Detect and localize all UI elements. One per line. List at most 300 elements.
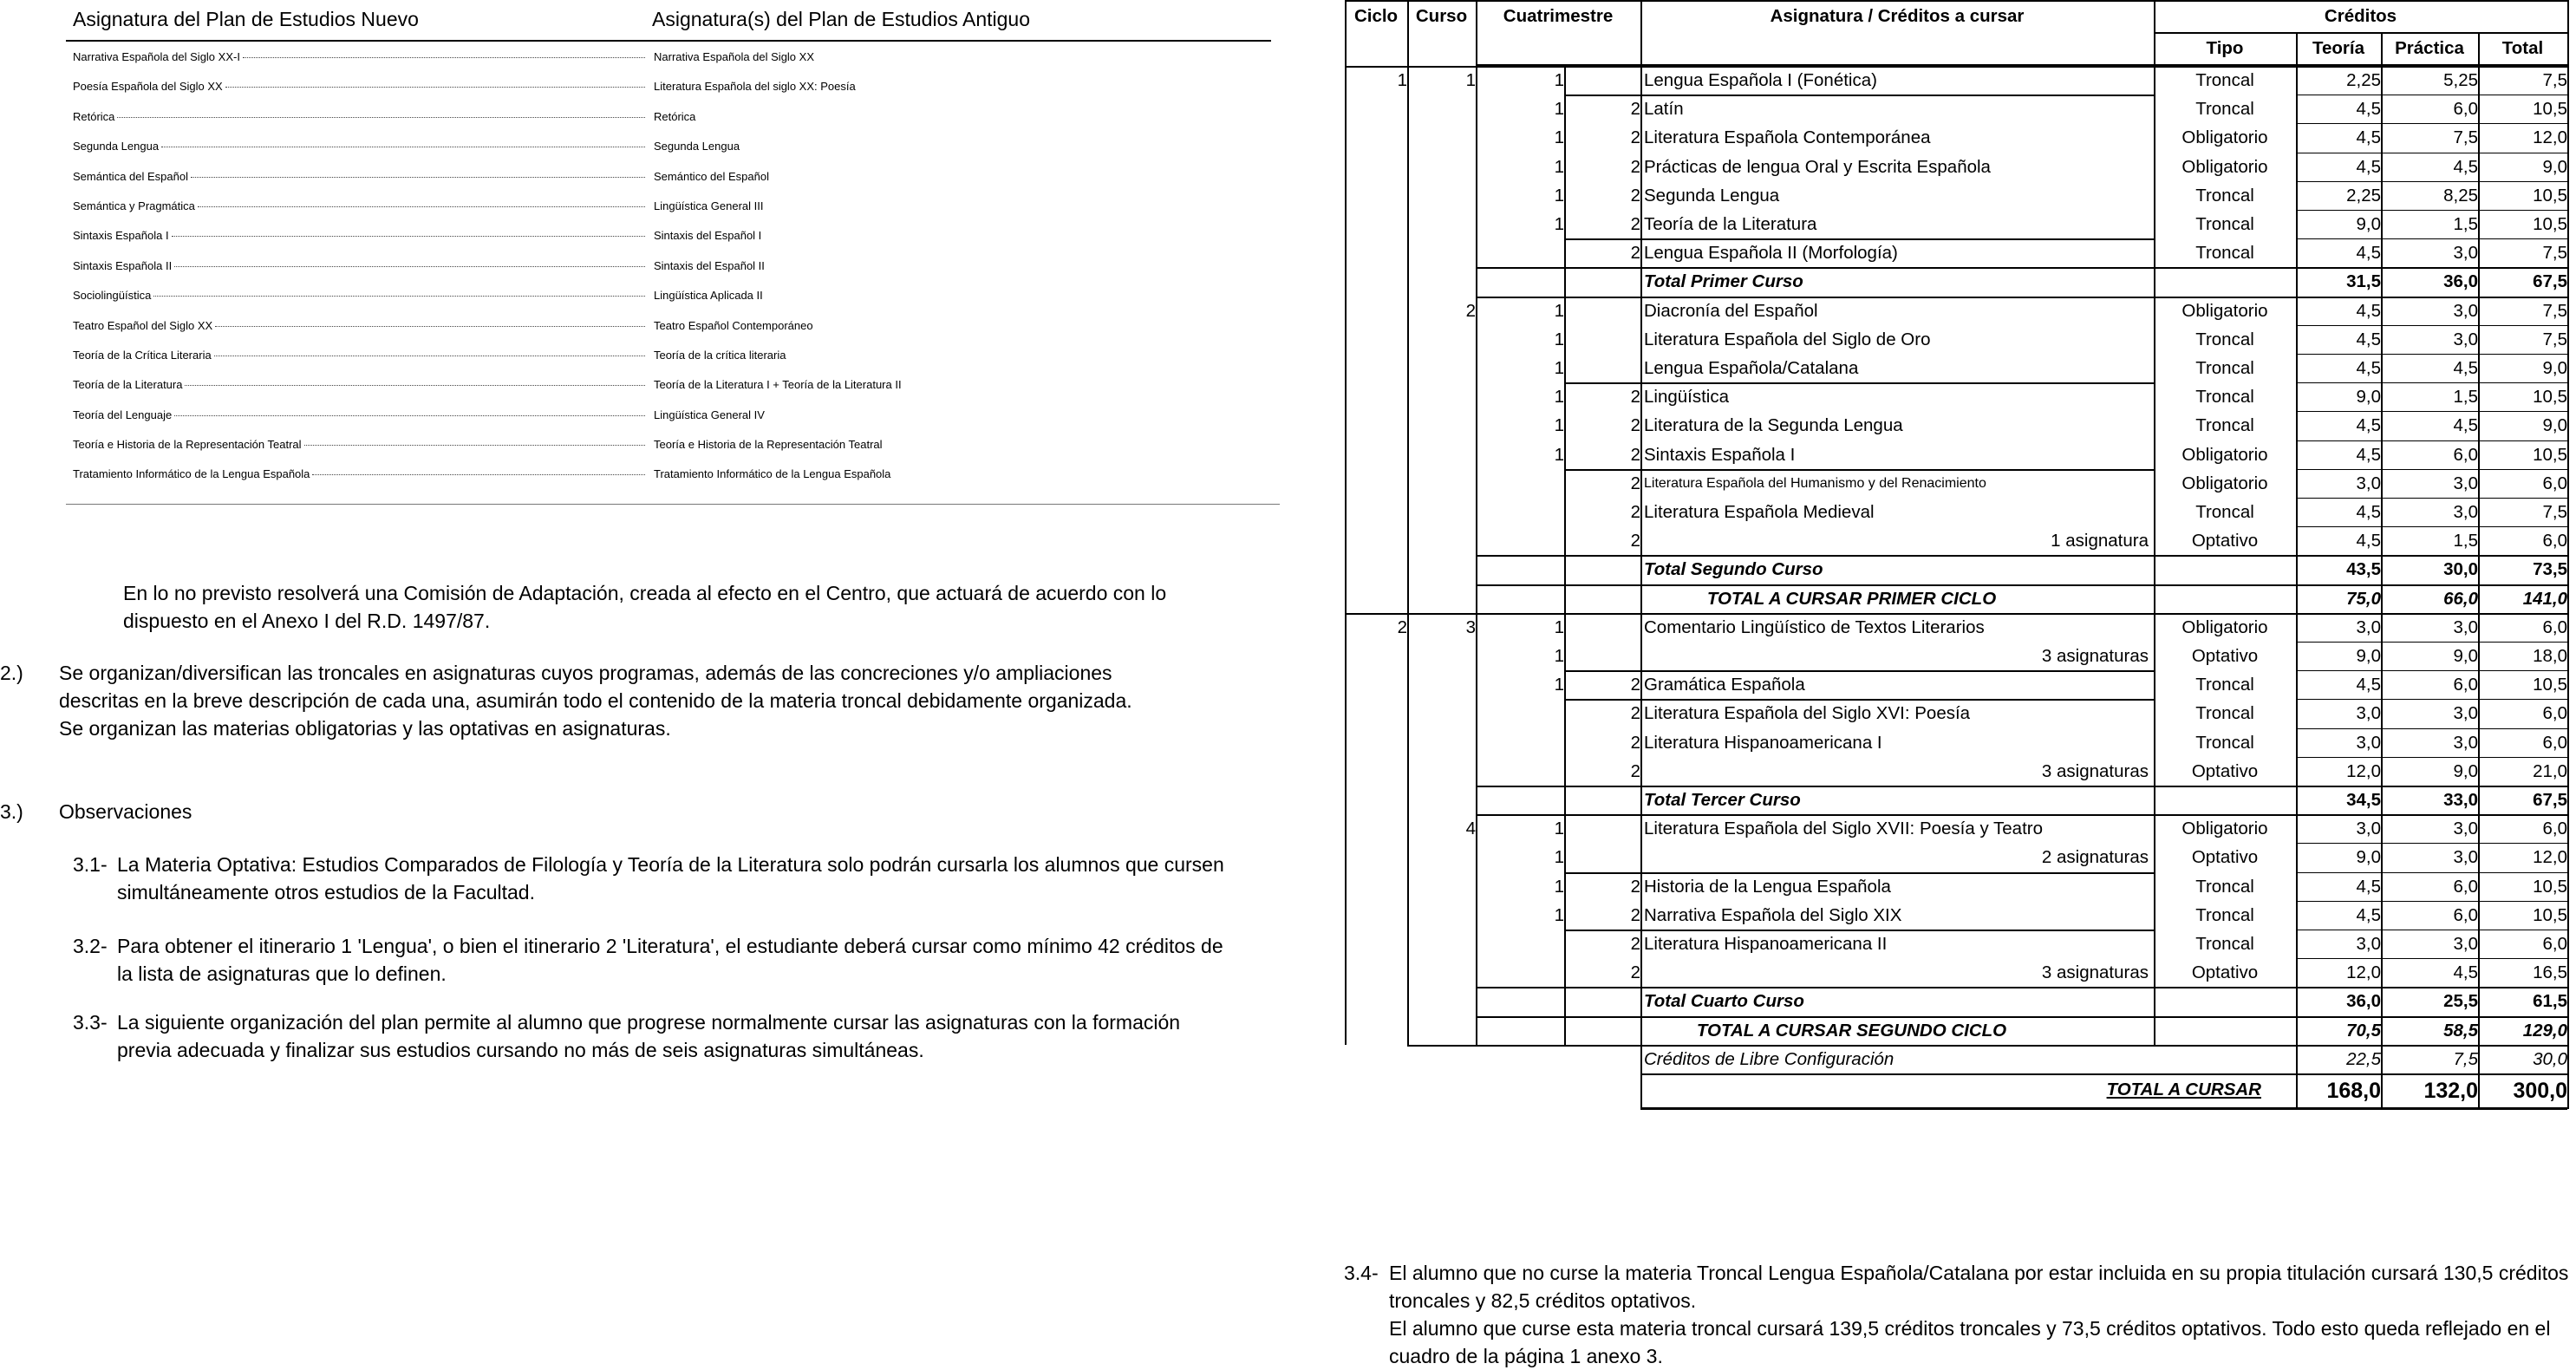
credits-teoria: 4,5 — [2356, 358, 2381, 378]
new-subject — [73, 229, 645, 242]
credits-total: 7,5 — [2542, 300, 2567, 321]
subject-tipo: Troncal — [2195, 703, 2254, 724]
subject-tipo: Optativo — [2191, 962, 2259, 983]
credits-total: 10,5 — [2533, 214, 2567, 234]
new-subject-name: Sociolingüística — [73, 289, 152, 303]
subtotal-teoria: 36,0 — [2346, 991, 2381, 1012]
cuatrimestre-1: 1 — [1554, 876, 1564, 897]
credits-teoria: 4,5 — [2356, 329, 2381, 349]
obs-3-1-text: La Materia Optativa: Estudios Comparados de Filología y Teoría de la Literatura solo podrán cursarla los alumnos que cursen simultáneamente otros estudios de la Facultad. — [117, 853, 1224, 904]
subject-tipo: Troncal — [2195, 876, 2254, 897]
cuatrimestre-2: 2 — [1630, 904, 1640, 925]
equivalence-row — [66, 459, 1271, 488]
subject-tipo: Optativo — [2191, 646, 2259, 666]
grand-total-label: TOTAL A CURSAR — [2106, 1080, 2261, 1099]
credits-teoria: 3,0 — [2356, 819, 2381, 839]
equivalence-row — [66, 161, 1271, 191]
subtotal-rule — [1476, 267, 2567, 269]
credits-total: 9,0 — [2542, 415, 2567, 436]
subject-tipo: Troncal — [2195, 214, 2254, 234]
new-subject — [73, 199, 645, 212]
credits-total: 10,5 — [2533, 185, 2567, 206]
old-subject-name: Teoría e Historia de la Representación Teatral — [654, 438, 883, 452]
obs-3-4-number: 3.4- — [1344, 1262, 1379, 1284]
credits-practica: 1,5 — [2453, 214, 2478, 234]
subject-name: Comentario Lingüístico de Textos Literarios — [1644, 616, 1985, 637]
new-subject-name: Teoría de la Crítica Literaria — [73, 348, 212, 362]
credits-total: 10,5 — [2533, 387, 2567, 408]
subject-name: Sintaxis Española I — [1644, 444, 1796, 465]
subtotal-teoria: 34,5 — [2346, 790, 2381, 810]
curso-number: 1 — [1465, 70, 1476, 90]
credits-teoria: 4,5 — [2356, 415, 2381, 436]
cycle-rule — [1345, 613, 2567, 615]
subject-name: 3 asignaturas — [2041, 646, 2149, 666]
col-rule — [1476, 0, 1477, 1045]
cuatrimestre-1: 1 — [1554, 675, 1564, 695]
subject-name: Literatura Española del Humanismo y del Renacimiento — [1644, 475, 1986, 491]
equivalence-row — [66, 131, 1271, 160]
old-subject-name: Lingüística Aplicada II — [654, 289, 763, 303]
group-rule — [1564, 699, 2154, 701]
credits-practica: 7,5 — [2453, 127, 2478, 148]
old-subject-name: Literatura Española del siglo XX: Poesía — [654, 80, 856, 94]
subject-tipo: Optativo — [2191, 847, 2259, 868]
cuatrimestre-1: 1 — [1554, 214, 1564, 234]
table-rule — [2154, 32, 2567, 34]
header-total: Total — [2501, 38, 2544, 58]
subtotal-rule — [1476, 555, 2567, 557]
credits-practica: 3,0 — [2453, 243, 2478, 264]
dot-leader — [191, 177, 645, 178]
subject-name: Literatura Hispanoamericana II — [1644, 934, 1888, 954]
cuatrimestre-2: 2 — [1630, 156, 1640, 177]
equivalence-table — [66, 0, 1271, 489]
new-subject-name: Segunda Lengua — [73, 140, 160, 153]
old-subject-name: Semántico del Español — [654, 169, 769, 183]
equivalence-row — [66, 71, 1271, 101]
subtotal-practica: 25,5 — [2443, 991, 2478, 1012]
subject-name: Lengua Española/Catalana — [1644, 358, 1859, 378]
item-2-number: 2.) — [0, 662, 23, 684]
new-subject — [73, 289, 645, 302]
subject-tipo: Obligatorio — [2181, 616, 2268, 637]
cuatrimestre-2: 2 — [1630, 243, 1640, 264]
subject-name: Diacronía del Español — [1644, 300, 1818, 321]
header-new-plan: Asignatura del Plan de Estudios Nuevo — [73, 8, 419, 30]
obs-3-3-text: La siguiente organización del plan permite al alumno que progrese normalmente cursar las asignaturas con la formación previa adecuada y finalizar sus estudios cursando no más de seis asignaturas simultáneas. — [117, 1011, 1181, 1061]
subject-tipo: Troncal — [2195, 415, 2254, 436]
credits-teoria: 9,0 — [2356, 847, 2381, 868]
curso-number: 2 — [1465, 300, 1476, 321]
ciclo-number: 1 — [1397, 70, 1407, 90]
subtotal-practica: 30,0 — [2443, 559, 2478, 580]
cuatrimestre-2: 2 — [1630, 127, 1640, 148]
subject-name: 3 asignaturas — [2041, 760, 2149, 781]
equivalence-row — [66, 340, 1271, 369]
equivalence-row — [66, 280, 1271, 310]
subject-name: Lengua Española II (Morfología) — [1644, 243, 1898, 264]
subject-tipo: Troncal — [2195, 934, 2254, 954]
item-3-title: Observaciones — [59, 800, 192, 823]
dot-leader — [304, 445, 645, 446]
subject-tipo: Obligatorio — [2181, 819, 2268, 839]
credits-total: 12,0 — [2533, 847, 2567, 868]
credits-practica: 3,0 — [2453, 732, 2478, 753]
old-subject-name: Narrativa Española del Siglo XX — [654, 50, 814, 63]
group-rule — [1564, 872, 2154, 874]
col-rule — [2296, 32, 2298, 1109]
col-rule — [1407, 0, 1409, 1045]
adaptation-paragraph: En lo no previsto resolverá una Comisión de Adaptación, creada al efecto en el Centro, que actuará de acuerdo con lo dispuesto en el Anexo I del R.D. 1497/87. — [123, 582, 1167, 632]
credits-teoria: 3,0 — [2356, 703, 2381, 724]
credits-practica: 6,0 — [2453, 904, 2478, 925]
subtotal-teoria: 43,5 — [2346, 559, 2381, 580]
cuatrimestre-1: 1 — [1554, 99, 1564, 120]
credits-total: 6,0 — [2542, 616, 2567, 637]
new-subject — [73, 319, 645, 332]
credits-practica: 3,0 — [2453, 819, 2478, 839]
credits-total: 9,0 — [2542, 358, 2567, 378]
table-rule — [1345, 0, 2567, 2]
dot-leader — [312, 474, 645, 475]
dot-leader — [185, 385, 645, 386]
new-subject-name: Retórica — [73, 109, 115, 123]
header-asignatura: Asignatura / Créditos a cursar — [1770, 6, 2025, 26]
subject-name: Lingüística — [1644, 387, 1730, 408]
dot-leader — [243, 57, 645, 58]
credits-teoria: 4,5 — [2356, 675, 2381, 695]
credits-practica: 4,5 — [2453, 962, 2478, 983]
credits-total: 18,0 — [2533, 646, 2567, 666]
cuatrimestre-2: 2 — [1630, 473, 1640, 493]
new-subject — [73, 378, 645, 391]
credits-total: 7,5 — [2542, 329, 2567, 349]
credits-practica: 6,0 — [2453, 444, 2478, 465]
subtotal-total: 67,5 — [2533, 790, 2567, 810]
item-2-paragraph-2: Se organizan las materias obligatorias y las optativas en asignaturas. — [59, 717, 671, 740]
credits-practica: 6,0 — [2453, 99, 2478, 120]
old-subject-name: Lingüística General III — [654, 199, 764, 212]
credits-total: 6,0 — [2542, 732, 2567, 753]
free-total: 30,0 — [2533, 1048, 2567, 1069]
equivalence-row — [66, 42, 1271, 71]
course-subtotal-label: Total Primer Curso — [1644, 271, 1803, 292]
equivalence-row — [66, 369, 1271, 399]
cycle-rule — [1345, 66, 2567, 68]
new-subject-name: Sintaxis Española II — [73, 258, 173, 272]
credits-teoria: 9,0 — [2356, 646, 2381, 666]
subject-tipo: Obligatorio — [2181, 156, 2268, 177]
new-subject-name: Teatro Español del Siglo XX — [73, 318, 213, 332]
new-subject-name: Semántica y Pragmática — [73, 199, 195, 212]
col-rule — [2381, 32, 2383, 1109]
col-rule — [1564, 66, 1566, 1045]
subject-name: Narrativa Española del Siglo XIX — [1644, 904, 1902, 925]
subject-tipo: Optativo — [2191, 760, 2259, 781]
obs-3-1-number: 3.1- — [73, 853, 108, 876]
subject-name: Historia de la Lengua Española — [1644, 876, 1891, 897]
new-subject-name: Teoría e Historia de la Representación Teatral — [73, 438, 302, 452]
group-rule — [1564, 469, 2154, 471]
credits-practica: 3,0 — [2453, 300, 2478, 321]
cuatrimestre-1: 1 — [1554, 70, 1564, 90]
subject-tipo: Troncal — [2195, 732, 2254, 753]
subtotal-total: 73,5 — [2533, 559, 2567, 580]
new-subject-name: Poesía Española del Siglo XX — [73, 80, 223, 94]
credits-practica: 6,0 — [2453, 675, 2478, 695]
item-3-number: 3.) — [0, 800, 23, 823]
subject-tipo: Troncal — [2195, 99, 2254, 120]
credits-total: 6,0 — [2542, 703, 2567, 724]
equivalence-header — [66, 0, 1271, 42]
subject-tipo: Troncal — [2195, 185, 2254, 206]
old-subject-name: Lingüística General IV — [654, 408, 765, 421]
group-rule — [1564, 382, 2154, 384]
header-practica: Práctica — [2395, 38, 2464, 58]
credits-teoria: 4,5 — [2356, 127, 2381, 148]
subtotal-total: 67,5 — [2533, 271, 2567, 292]
credits-teoria: 12,0 — [2346, 760, 2381, 781]
header-tipo: Tipo — [2206, 38, 2244, 58]
dot-leader — [172, 236, 645, 237]
credits-teoria: 3,0 — [2356, 473, 2381, 493]
dot-leader — [174, 266, 645, 267]
cuatrimestre-2: 2 — [1630, 934, 1640, 954]
subject-name: Literatura Española del Siglo XVI: Poesía — [1644, 703, 1971, 724]
credits-teoria: 4,5 — [2356, 531, 2381, 551]
new-subject — [73, 80, 645, 93]
header-cuatrimestre: Cuatrimestre — [1503, 6, 1614, 26]
equivalence-rows — [66, 42, 1271, 489]
old-subject-name: Tratamiento Informático de la Lengua Española — [654, 467, 891, 481]
cuatrimestre-2: 2 — [1630, 415, 1640, 436]
credits-total: 10,5 — [2533, 444, 2567, 465]
new-subject-name: Narrativa Española del Siglo XX-I — [73, 50, 240, 63]
new-subject — [73, 408, 645, 421]
dot-leader — [153, 296, 645, 297]
group-rule — [1564, 814, 2154, 816]
new-subject-name: Teoría de la Literatura — [73, 378, 183, 392]
subject-name: Gramática Española — [1644, 675, 1805, 695]
credits-teoria: 4,5 — [2356, 99, 2381, 120]
cuatrimestre-2: 2 — [1630, 760, 1640, 781]
cuatrimestre-1: 1 — [1554, 156, 1564, 177]
credits-teoria: 2,25 — [2346, 185, 2381, 206]
cuatrimestre-2: 2 — [1630, 387, 1640, 408]
new-subject — [73, 170, 645, 183]
subject-name: Literatura Española Contemporánea — [1644, 127, 1931, 148]
group-rule — [1564, 930, 2154, 931]
cuatrimestre-1: 1 — [1554, 329, 1564, 349]
subtotal-rule — [1476, 987, 2567, 988]
cuatrimestre-1: 1 — [1554, 415, 1564, 436]
subject-tipo: Troncal — [2195, 70, 2254, 90]
new-subject — [73, 467, 645, 480]
old-subject-name: Retórica — [654, 109, 696, 123]
new-subject — [73, 140, 645, 153]
cuatrimestre-2: 2 — [1630, 185, 1640, 206]
col-rule — [2154, 0, 2155, 1045]
credits-total: 7,5 — [2542, 502, 2567, 522]
credits-practica: 3,0 — [2453, 934, 2478, 954]
old-subject-name: Segunda Lengua — [654, 140, 740, 153]
subtotal-practica: 36,0 — [2443, 271, 2478, 292]
credits-total: 10,5 — [2533, 876, 2567, 897]
credits-teoria: 4,5 — [2356, 156, 2381, 177]
group-rule — [1564, 670, 2154, 672]
cycle-total-total: 129,0 — [2522, 1020, 2567, 1041]
dot-leader — [215, 326, 645, 327]
curso-number: 4 — [1465, 819, 1476, 839]
credits-total: 6,0 — [2542, 934, 2567, 954]
credits-teoria: 4,5 — [2356, 876, 2381, 897]
credits-practica: 4,5 — [2453, 358, 2478, 378]
credits-teoria: 2,25 — [2346, 70, 2381, 90]
subject-name: Literatura de la Segunda Lengua — [1644, 415, 1903, 436]
course-subtotal-label: Total Segundo Curso — [1644, 559, 1823, 580]
cuatrimestre-1: 1 — [1554, 819, 1564, 839]
ciclo-number: 2 — [1397, 616, 1407, 637]
credits-total: 9,0 — [2542, 156, 2567, 177]
cycle-total-teoria: 70,5 — [2346, 1020, 2381, 1041]
course-subtotal-label: Total Cuarto Curso — [1644, 991, 1804, 1012]
cycle-total-teoria: 75,0 — [2346, 588, 2381, 609]
credits-practica: 3,0 — [2453, 847, 2478, 868]
group-rule — [1564, 238, 2154, 240]
credits-teoria: 4,5 — [2356, 502, 2381, 522]
new-subject-name: Tratamiento Informático de la Lengua Española — [73, 467, 310, 481]
cycle-total-total: 141,0 — [2522, 588, 2567, 609]
col-rule — [1640, 0, 1642, 1109]
cuatrimestre-1: 1 — [1554, 616, 1564, 637]
credits-total: 10,5 — [2533, 99, 2567, 120]
free-practica: 7,5 — [2453, 1048, 2478, 1069]
subject-tipo: Obligatorio — [2181, 444, 2268, 465]
grand-teoria: 168,0 — [2326, 1079, 2381, 1103]
cuatrimestre-2: 2 — [1630, 876, 1640, 897]
equivalence-row — [66, 191, 1271, 220]
subject-name: 1 asignatura — [2051, 531, 2149, 551]
credits-practica: 8,25 — [2443, 185, 2478, 206]
grand-rule — [1640, 1107, 2567, 1110]
cuatrimestre-2: 2 — [1630, 444, 1640, 465]
subject-tipo: Troncal — [2195, 358, 2254, 378]
header-ciclo: Ciclo — [1353, 6, 1399, 26]
subject-name: 2 asignaturas — [2041, 847, 2149, 868]
col-rule — [2478, 32, 2480, 1109]
credits-total: 6,0 — [2542, 531, 2567, 551]
subject-name: Latín — [1644, 99, 1684, 120]
header-curso: Curso — [1415, 6, 1468, 26]
subject-name: Literatura Española Medieval — [1644, 502, 1875, 522]
credits-total: 21,0 — [2533, 760, 2567, 781]
equivalence-row — [66, 429, 1271, 459]
grand-practica: 132,0 — [2423, 1079, 2478, 1103]
cuatrimestre-2: 2 — [1630, 675, 1640, 695]
credits-teoria: 4,5 — [2356, 300, 2381, 321]
col-rule — [2567, 0, 2569, 1109]
subtotal-practica: 33,0 — [2443, 790, 2478, 810]
dot-leader — [198, 206, 645, 207]
old-subject-name: Sintaxis del Español I — [654, 229, 762, 243]
subject-name: Literatura Española del Siglo XVII: Poesía y Teatro — [1644, 819, 2044, 839]
credits-total: 6,0 — [2542, 473, 2567, 493]
credits-teoria: 3,0 — [2356, 732, 2381, 753]
credits-practica: 3,0 — [2453, 703, 2478, 724]
subject-name: 3 asignaturas — [2041, 962, 2149, 983]
credits-teoria: 4,5 — [2356, 243, 2381, 264]
cuatrimestre-2: 2 — [1630, 531, 1640, 551]
subject-name: Segunda Lengua — [1644, 185, 1780, 206]
credits-teoria: 12,0 — [2346, 962, 2381, 983]
course-subtotal-label: Total Tercer Curso — [1644, 790, 1801, 810]
header-old-plan: Asignatura(s) del Plan de Estudios Antiguo — [652, 8, 1030, 30]
new-subject — [73, 110, 645, 123]
cuatrimestre-2: 2 — [1630, 962, 1640, 983]
curso-number: 3 — [1465, 616, 1476, 637]
cuatrimestre-2: 2 — [1630, 732, 1640, 753]
credits-practica: 3,0 — [2453, 616, 2478, 637]
cuatrimestre-1: 1 — [1554, 904, 1564, 925]
new-subject-name: Sintaxis Española I — [73, 229, 169, 243]
cuatrimestre-1: 1 — [1554, 387, 1564, 408]
credits-practica: 3,0 — [2453, 473, 2478, 493]
cuatrimestre-2: 2 — [1630, 214, 1640, 234]
old-subject-name: Teatro Español Contemporáneo — [654, 318, 813, 332]
credits-practica: 1,5 — [2453, 531, 2478, 551]
new-subject — [73, 349, 645, 362]
group-rule — [1564, 95, 2154, 96]
credits-practica: 4,5 — [2453, 156, 2478, 177]
new-subject — [73, 438, 645, 451]
credits-total: 7,5 — [2542, 70, 2567, 90]
credits-practica: 4,5 — [2453, 415, 2478, 436]
header-creditos: Créditos — [2324, 6, 2397, 26]
credits-teoria: 9,0 — [2356, 387, 2381, 408]
credits-teoria: 3,0 — [2356, 616, 2381, 637]
header-teoria: Teoría — [2312, 38, 2364, 58]
subtotal-rule — [1476, 786, 2567, 787]
grand-total: 300,0 — [2513, 1079, 2567, 1103]
cuatrimestre-1: 1 — [1554, 127, 1564, 148]
subtotal-total: 61,5 — [2533, 991, 2567, 1012]
new-subject — [73, 50, 645, 63]
credits-total: 7,5 — [2542, 243, 2567, 264]
cycle-total-practica: 58,5 — [2443, 1020, 2478, 1041]
obs-3-2-text: Para obtener el itinerario 1 'Lengua', o bien el itinerario 2 'Literatura', el estudiante deberá cursar como mínimo 42 créditos de la lista de asignaturas que lo definen. — [117, 935, 1223, 985]
cuatrimestre-1: 1 — [1554, 185, 1564, 206]
cycle-total-label: TOTAL A CURSAR PRIMER CICLO — [1706, 588, 1997, 609]
equivalence-row — [66, 251, 1271, 280]
subject-tipo: Obligatorio — [2181, 300, 2268, 321]
cuatrimestre-2: 2 — [1630, 502, 1640, 522]
cuatrimestre-2: 2 — [1630, 99, 1640, 120]
credits-total: 12,0 — [2533, 127, 2567, 148]
credits-teoria: 9,0 — [2356, 214, 2381, 234]
dot-leader — [225, 87, 645, 88]
col-rule — [1345, 0, 1347, 1045]
equivalence-row — [66, 220, 1271, 250]
subject-name: Literatura Española del Siglo de Oro — [1644, 329, 1931, 349]
obs-3-2-number: 3.2- — [73, 935, 108, 957]
obs-3-4-text — [1389, 1259, 2575, 1370]
new-subject-name: Semántica del Español — [73, 169, 188, 183]
subject-tipo: Troncal — [2195, 387, 2254, 408]
credits-practica: 3,0 — [2453, 502, 2478, 522]
credits-total: 10,5 — [2533, 675, 2567, 695]
cycle-total-label: TOTAL A CURSAR SEGUNDO CICLO — [1696, 1020, 2007, 1041]
